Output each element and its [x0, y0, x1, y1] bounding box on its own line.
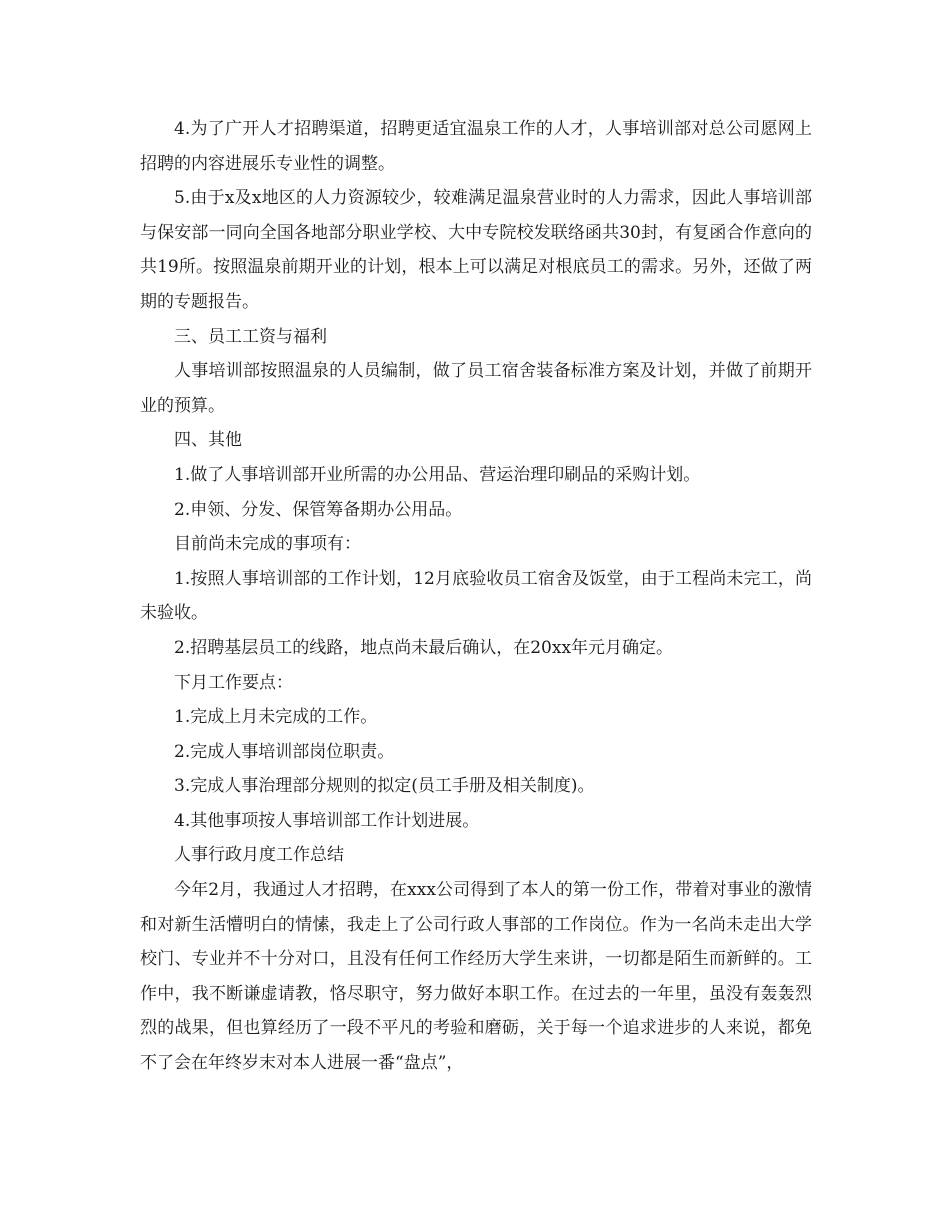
subheading-next-month: 下月工作要点：	[174, 672, 293, 693]
document-body	[140, 112, 812, 1081]
subheading-pending-items: 目前尚未完成的事项有：	[174, 534, 361, 555]
section-heading-salary-benefits: 三、员工工资与福利	[174, 326, 327, 347]
paragraph-summary-intro: 今年2月，我通过人才招聘，在xxx公司得到了本人的第一份工作，带着对事业的激情和对新生活懵明白的情愫，我走上了公司行政人事部的工作岗位。作为一名尚未走出大学校门、专业并不十分对口，且没有任何工作经历大学生来讲，一切都是陌生而新鲜的。工作中，我不断谦虚请教，恪尽职守，努力做好本职工作。在过去的一年里，虽没有轰轰烈烈的战果，但也算经历了一段不平凡的考验和磨砺，关于每一个追求进步的人来说，都免不了会在年终岁末对本人进展一番“盘点”，	[140, 880, 812, 1074]
list-item-other-matters: 4.其他事项按人事培训部工作计划进展。	[174, 810, 480, 831]
list-item-supplies-management: 2.申领、分发、保管筹备期办公用品。	[174, 499, 463, 520]
list-item-recruitment-route: 2.招聘基层员工的线路，地点尚未最后确认，在20xx年元月确定。	[174, 637, 674, 658]
section-title-monthly-summary: 人事行政月度工作总结	[174, 845, 344, 866]
paragraph-regional-recruitment: 5.由于x及x地区的人力资源较少，较难满足温泉营业时的人力需求，因此人事培训部与保安部一同向全国各地部分职业学校、大中专院校发联络函共30封，有复函合作意向的共19所。按照温泉前期开业的计划，根本上可以满足对根底员工的需求。另外，还做了两期的专题报告。	[140, 188, 812, 312]
list-item-rules-drafting: 3.完成人事治理部分规则的拟定(员工手册及相关制度)。	[174, 776, 595, 797]
paragraph-recruitment-channel: 4.为了广开人才招聘渠道，招聘更适宜温泉工作的人才，人事培训部对总公司愿网上招聘的内容进展乐专业性的调整。	[140, 119, 812, 174]
list-item-office-supplies-plan: 1.做了人事培训部开业所需的办公用品、营运治理印刷品的采购计划。	[174, 464, 701, 485]
section-heading-other: 四、其他	[174, 430, 242, 451]
list-item-dormitory-acceptance: 1.按照人事培训部的工作计划，12月底验收员工宿舍及饭堂，由于工程尚未完工，尚未验收。	[140, 568, 812, 624]
list-item-job-duties: 2.完成人事培训部岗位职责。	[174, 741, 395, 762]
list-item-finish-previous: 1.完成上月未完成的工作。	[174, 707, 378, 728]
paragraph-dormitory-budget: 人事培训部按照温泉的人员编制，做了员工宿舍装备标准方案及计划，并做了前期开业的预算。	[140, 361, 812, 416]
